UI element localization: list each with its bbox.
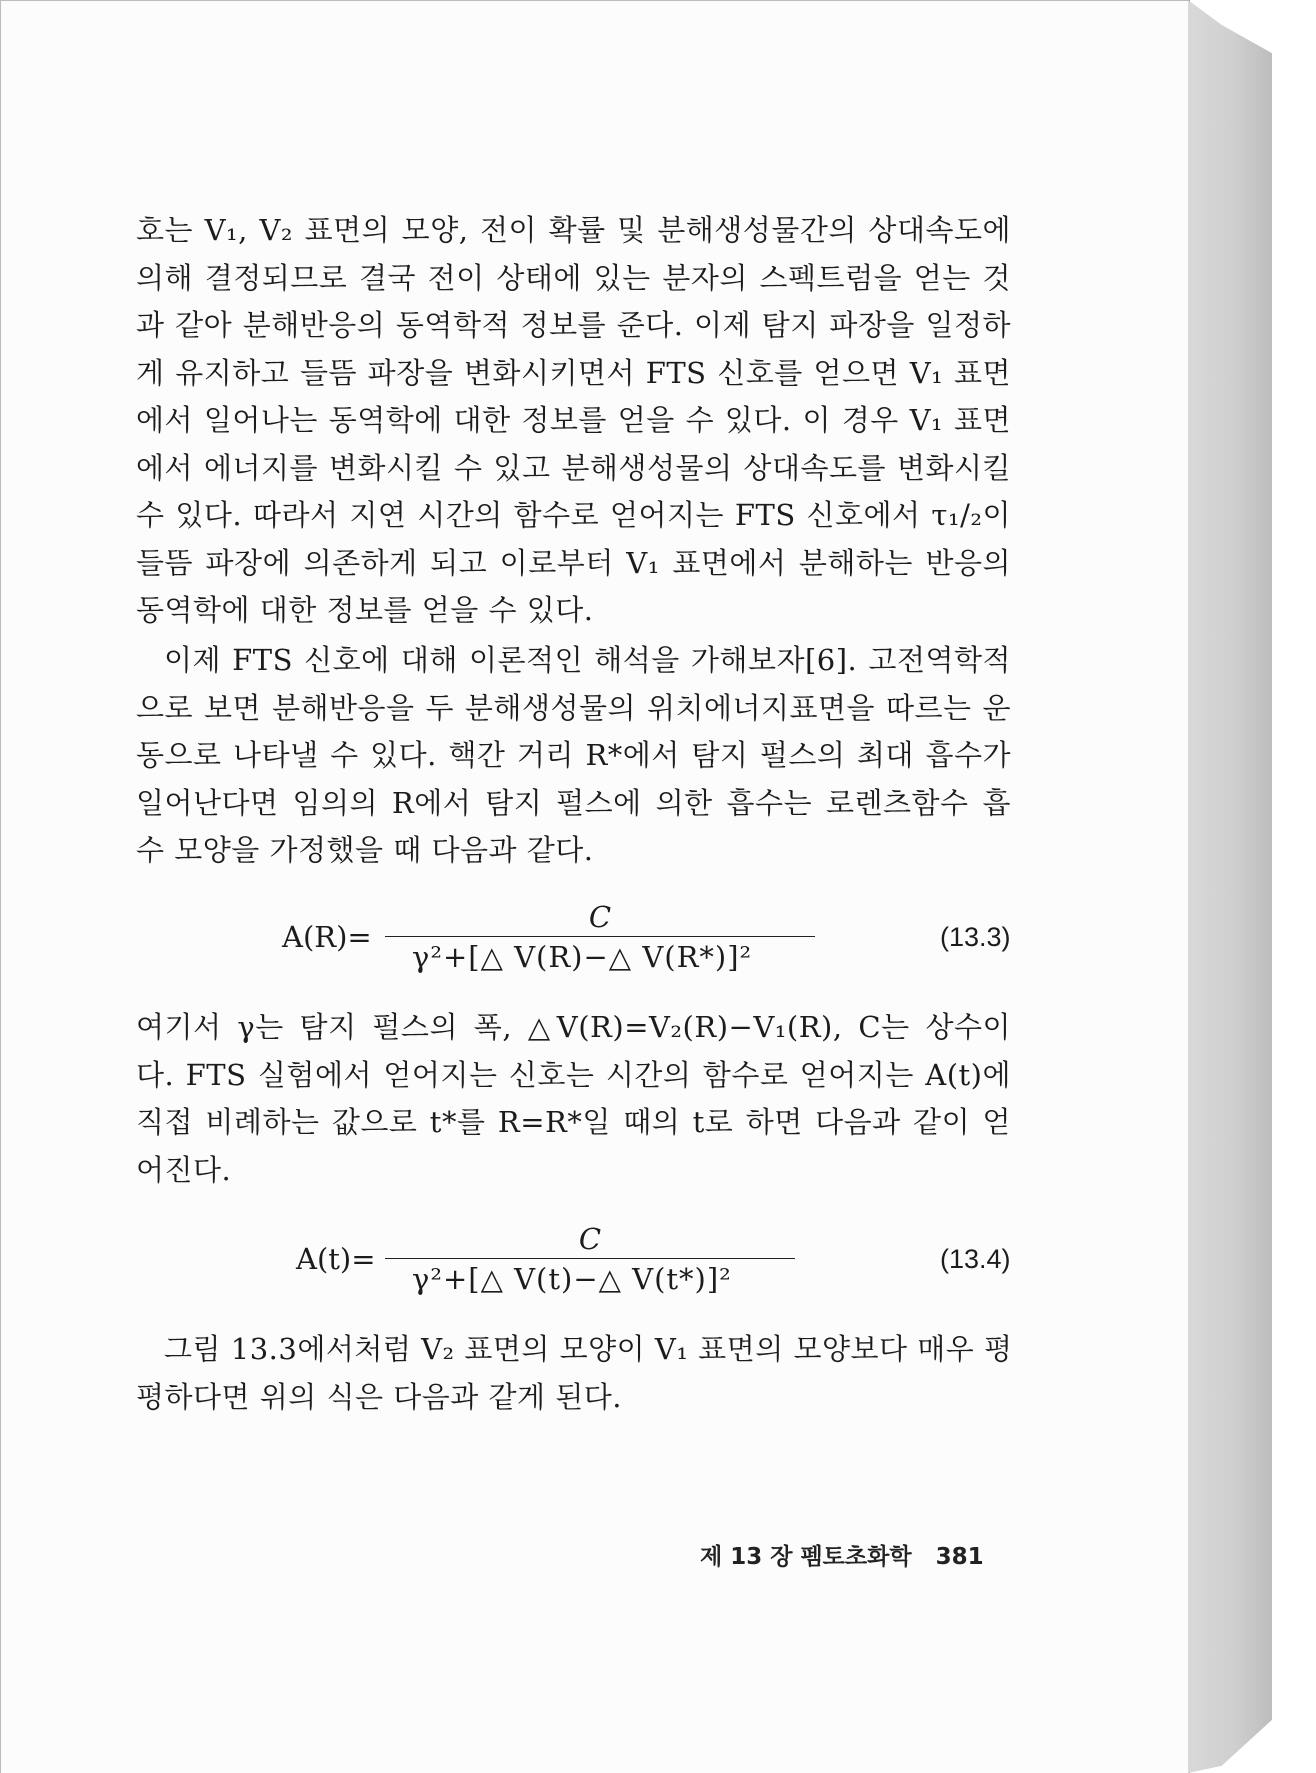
equation-number: (13.4) <box>940 1244 1011 1274</box>
equation-lhs: A(t)= <box>296 1242 376 1276</box>
text-line: 다. FTS 실험에서 얻어지는 신호는 시간의 함수로 얻어지는 A(t)에 <box>136 1057 1011 1092</box>
equation-number: (13.3) <box>940 922 1011 952</box>
equation-13-3 <box>0 900 1188 980</box>
paragraph-4 <box>136 1326 1011 1421</box>
text-line: 수 모양을 가정했을 때 다음과 같다. <box>136 833 594 867</box>
equation-13-4 <box>0 1222 1188 1302</box>
text-line: 동으로 나타낼 수 있다. 핵간 거리 R*에서 탐지 펄스의 최대 흡수가 <box>136 738 1011 772</box>
chapter-title: 제 13 장 펨토초화학 <box>700 1544 912 1570</box>
text-line: 에서 일어나는 동역학에 대한 정보를 얻을 수 있다. 이 경우 V₁ 표면 <box>136 403 1011 437</box>
fraction-bar <box>385 1258 795 1259</box>
text-line: 동역학에 대한 정보를 얻을 수 있다. <box>136 593 594 627</box>
equation-lhs: A(R)= <box>282 920 372 954</box>
paragraph-2 <box>136 637 1011 875</box>
page-footer <box>700 1538 982 1571</box>
text-line: 일어난다면 임의의 R에서 탐지 펄스에 의한 흡수는 로렌츠함수 흡 <box>136 785 1011 820</box>
text-line: 수 있다. 따라서 지연 시간의 함수로 얻어지는 FTS 신호에서 τ₁/₂이 <box>136 498 1011 532</box>
paragraph-3 <box>136 1004 1011 1194</box>
equation-denominator: γ²+[△ V(t)−△ V(t*)]² <box>412 1262 732 1296</box>
text-line: 게 유지하고 들뜸 파장을 변화시키면서 FTS 신호를 얻으면 V₁ 표면 <box>136 355 1011 390</box>
text-line: 그림 13.3에서처럼 V₂ 표면의 모양이 V₁ 표면의 모양보다 매우 평 <box>164 1332 1013 1366</box>
equation-numerator: C <box>578 1222 602 1256</box>
text-line: 어진다. <box>136 1152 232 1187</box>
text-line: 직접 비례하는 값으로 t*를 R=R*일 때의 t로 하면 다음과 같이 얻 <box>136 1105 1011 1139</box>
fraction-bar <box>385 936 815 937</box>
equation-numerator: C <box>588 900 612 934</box>
text-line: 이제 FTS 신호에 대해 이론적인 해석을 가해보자[6]. 고전역학적 <box>164 643 1011 677</box>
page-number: 381 <box>935 1544 984 1570</box>
text-line: 에서 에너지를 변화시킬 수 있고 분해생성물의 상대속도를 변화시킬 <box>136 450 1011 485</box>
text-line: 여기서 γ는 탐지 펄스의 폭, △V(R)=V₂(R)−V₁(R), C는 상수이 <box>136 1010 1011 1044</box>
text-line: 들뜸 파장에 의존하게 되고 이로부터 V₁ 표면에서 분해하는 반응의 <box>136 545 1011 580</box>
text-line: 으로 보면 분해반응을 두 분해생성물의 위치에너지표면을 따르는 운 <box>136 690 1011 725</box>
book-page-edge <box>1188 0 1272 1773</box>
text-line: 의해 결정되므로 결국 전이 상태에 있는 분자의 스펙트럼을 얻는 것 <box>136 260 1011 295</box>
text-line: 평하다면 위의 식은 다음과 같게 된다. <box>136 1379 623 1414</box>
equation-denominator: γ²+[△ V(R)−△ V(R*)]² <box>412 940 753 974</box>
text-line: 과 같아 분해반응의 동역학적 정보를 준다. 이제 탐지 파장을 일정하 <box>136 308 1011 342</box>
text-line: 호는 V₁, V₂ 표면의 모양, 전이 확률 및 분해생성물간의 상대속도에 <box>136 213 1011 247</box>
paragraph-1 <box>136 207 1011 635</box>
